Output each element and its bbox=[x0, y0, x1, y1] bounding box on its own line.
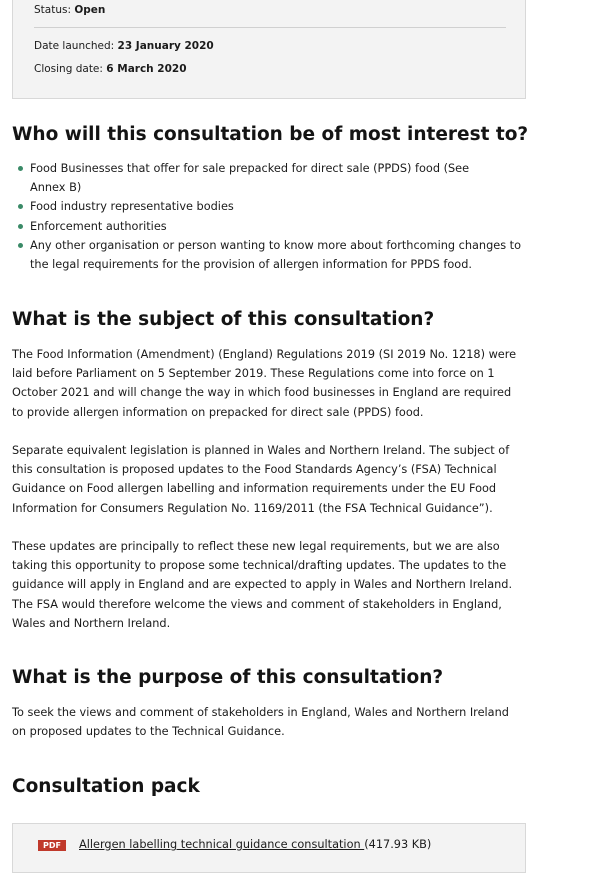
subject-heading: What is the subject of this consultation? bbox=[12, 309, 435, 330]
interest-heading: Who will this consultation be of most interest to? bbox=[12, 124, 529, 145]
launched-label: Date launched: bbox=[34, 40, 115, 52]
list-item: Enforcement authorities bbox=[12, 217, 524, 236]
consultation-meta-box bbox=[12, 0, 526, 99]
subject-paragraph: Separate equivalent legislation is planned in Wales and Northern Ireland. The subject of this consultation is proposed updates to the Food Standards Agency’s (FSA) Technical Guidance on Food allergen labelling and information requirements under the EU Food Information for Consumers Regulation No. 1169/2011 (the FSA Technical Guidance”). bbox=[12, 444, 510, 515]
purpose-paragraph: To seek the views and comment of stakeholders in England, Wales and Northern Ireland on proposed updates to the Technical Guidance. bbox=[12, 706, 509, 739]
purpose-heading: What is the purpose of this consultation? bbox=[12, 667, 444, 688]
status-line bbox=[34, 4, 105, 16]
closing-value: 6 March 2020 bbox=[106, 63, 187, 75]
list-item bbox=[12, 159, 524, 197]
launched-line bbox=[34, 40, 214, 52]
pack-heading: Consultation pack bbox=[12, 776, 200, 797]
list-item: Any other organisation or person wanting to know more about forthcoming changes to the legal requirements for the provision of allergen information for PPDS food. bbox=[12, 236, 524, 274]
pdf-icon: PDF bbox=[38, 840, 66, 851]
pack-download-link[interactable]: Allergen labelling technical guidance consultation bbox=[79, 838, 365, 851]
pack-file-row bbox=[79, 838, 431, 851]
list-item: Food industry representative bodies bbox=[12, 197, 524, 216]
launched-value: 23 January 2020 bbox=[117, 40, 214, 52]
interest-list bbox=[12, 159, 524, 274]
subject-paragraph: The Food Information (Amendment) (England) Regulations 2019 (SI 2019 No. 1218) were laid before Parliament on 5 September 2019. These Regulations come into force on 1 October 2021 and will change the way in which food businesses in England are required to provide allergen information on prepacked for direct sale (PPDS) food. bbox=[12, 348, 517, 419]
meta-divider bbox=[34, 27, 506, 28]
subject-paragraph: These updates are principally to reflect these new legal requirements, but we are also taking this opportunity to propose some technical/drafting updates. The updates to the guidance will apply in England and are expected to apply in Wales and Northern Ireland. The FSA would therefore welcome the views and comment of stakeholders in England, Wales and Northern Ireland. bbox=[12, 540, 513, 630]
status-label: Status: bbox=[34, 4, 71, 16]
closing-line bbox=[34, 63, 187, 75]
closing-label: Closing date: bbox=[34, 63, 103, 75]
consultation-pack-box bbox=[12, 823, 526, 873]
list-item-text: Food Businesses that offer for sale prepacked for direct sale (PPDS) food (See Annex B) bbox=[30, 162, 470, 195]
pack-file-size: (417.93 KB) bbox=[364, 838, 432, 851]
status-value: Open bbox=[74, 4, 106, 16]
